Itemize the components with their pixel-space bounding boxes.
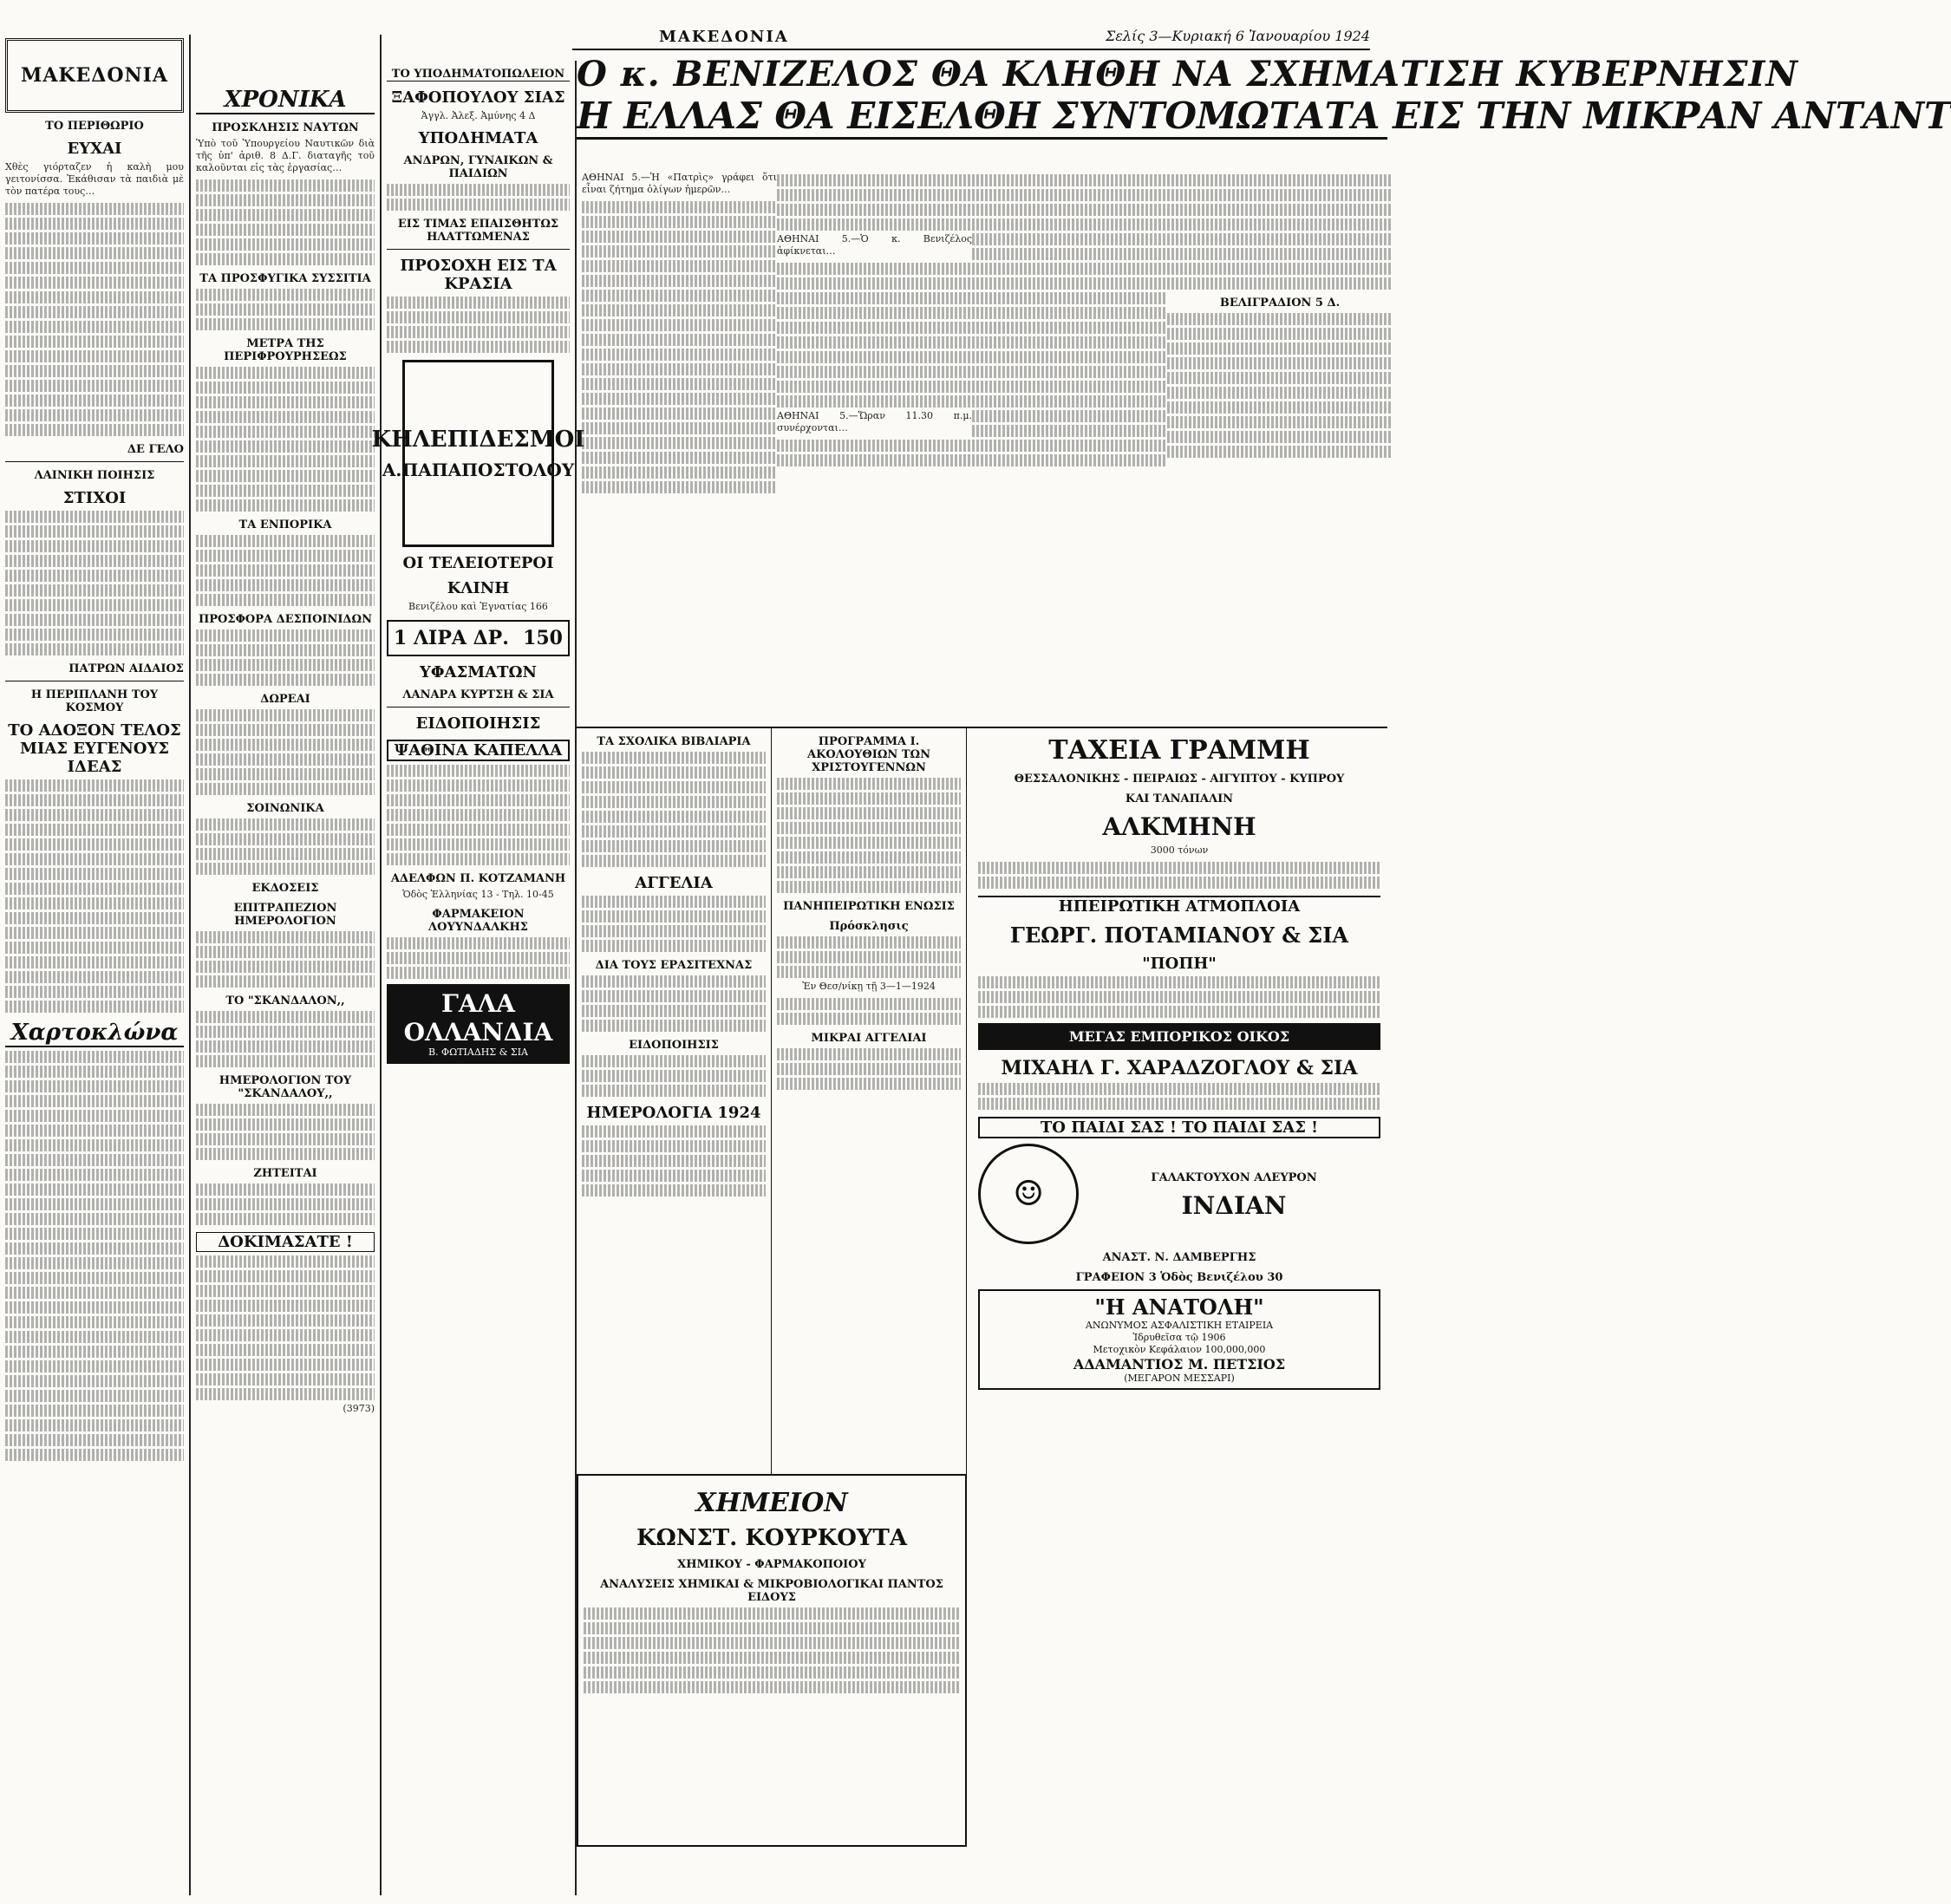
brothers-address: Ὁδὸς Ἑλληνίας 13 - Τηλ. 10-45: [402, 889, 554, 900]
chronicle-heading: ΤΑ ΕΝΠΟΡΙΚΑ: [238, 518, 332, 531]
ship-name: ΑΛΚΜΗΝΗ: [1102, 812, 1256, 841]
chronicle-heading: ΔΩΡΕΑΙ: [260, 693, 310, 706]
bed-address: Βενιζέλου καὶ Ἐγνατίας 166: [408, 601, 548, 612]
belgrade-dateline: ΒΕΛΙΓΡΑΔΙΟΝ 5 Δ.: [1219, 297, 1341, 310]
lira-label: 1 ΛΙΡΑ ΔΡ.: [394, 627, 509, 649]
chronicle-heading: ΣΟΙΝΩΝΙΚΑ: [246, 802, 324, 815]
athens-report-2: ΑΘΗΝΑΙ 5.—Ὁ κ. Βενιζέλος ἀφίκνεται…: [777, 233, 972, 257]
chronicle-heading: ΗΜΕΡΟΛΟΓΙΟΝ ΤΟΥ "ΣΚΑΝΔΑΛΟΥ,,: [219, 1074, 352, 1100]
bandage-poster: [371, 360, 585, 547]
poster-title: ΚΗΛΕΠΙΔΕΣΜΟΙ: [371, 427, 585, 453]
world-heading: Η ΠΕΡΙΠΛΑΝΗ ΤΟΥ ΚΟΣΜΟΥ: [30, 688, 159, 714]
chemist-analysis: ΑΝΑΛΥΣΕΙΣ ΧΗΜΙΚΑΙ & ΜΙΚΡΟΒΙΟΛΟΓΙΚΑΙ ΠΑΝΤΟΣ ΕΙΔΟΥΣ: [600, 1578, 943, 1604]
column-periphery: [0, 35, 191, 1895]
headline-secondary: Η ΕΛΛΑΣ ΘΑ ΕΙΣΕΛΘΗ ΣΥΝΤΟΜΩΤΑΤΑ ΕΙΣ ΤΗΝ ΜΙΚΡΑΝ ΑΝΤΑΝΤ: [577, 95, 1387, 140]
indian-head-icon: ☺: [978, 1144, 1079, 1244]
lira-price-box: [387, 620, 570, 656]
chronicle-heading: ΕΚΔΟΣΕΙΣ: [251, 882, 319, 895]
shoe-shop-heading: ΤΟ ΥΠΟΔΗΜΑΤΟΠΩΛΕΙΟΝ: [387, 68, 570, 82]
company-name: ΓΕΩΡΓ. ΠΟΤΑΜΙΑΝΟΥ & ΣΙΑ: [1009, 923, 1349, 948]
chronicle-heading: ΔΟΚΙΜΑΣΑΤΕ !: [196, 1232, 375, 1252]
lira-value: 150: [523, 627, 563, 649]
lower-section: [577, 727, 1387, 1873]
newspaper-logo: ΜΑΚΕΔΟΝΙΑ: [5, 38, 184, 113]
main-news: [577, 50, 1951, 1604]
signature: ΔΕ ΓΕΛΟ: [127, 443, 184, 456]
section-title: ΤΟ ΠΕΡΙΘΩΡΙΟ: [45, 120, 144, 133]
chronicles-title: ΧΡΟΝΙΚΑ: [196, 87, 375, 114]
chemist-role: ΧΗΜΙΚΟΥ - ΦΑΡΜΑΚΟΠΟΙΟΥ: [677, 1558, 866, 1571]
program-title: ΠΡΟΓΡΑΜΜΑ Ι. ΑΚΟΛΟΥΘΙΩΝ ΤΩΝ ΧΡΙΣΤΟΥΓΕΝΝΩΝ: [807, 735, 930, 774]
agent-name: ΑΝΑΣΤ. Ν. ΔΑΜΒΕΡΓΗΣ: [1102, 1251, 1256, 1264]
bed-title: ΚΛΙΝΗ: [447, 579, 510, 597]
article-text: Χθὲς γιόρταζεν ἡ καλὴ μου γειτονίσσα. Ἐκάθισαν τὰ παιδιὰ μὲ τὸν πατέρα τους…: [5, 161, 184, 197]
chronicle-heading: ΤΟ "ΣΚΑΝΔΑΛΟΝ,,: [225, 994, 345, 1007]
store-title: ΜΕΓΑΣ ΕΜΠΟΡΙΚΟΣ ΟΙΚΟΣ: [1068, 1028, 1290, 1045]
store-ad: [978, 1023, 1380, 1050]
chronicle-heading: ΠΡΟΣΚΛΗΣΙΣ ΝΑΥΤΩΝ: [212, 121, 359, 134]
indian-brand: ΙΝΔΙΑΝ: [1181, 1191, 1287, 1220]
line-title: ΤΑΧΕΙΑ ΓΡΑΜΜΗ: [1048, 735, 1310, 766]
masthead: [572, 26, 1370, 50]
school-books: ΤΑ ΣΧΟΛΙΚΑ ΒΙΒΛΙΑΡΙΑ: [597, 735, 751, 748]
chronicle-heading: ΖΗΤΕΙΤΑΙ: [253, 1167, 317, 1180]
chronicle-heading: ΠΡΟΣΦΟΡΑ ΔΕΣΠΟΙΝΙΔΩΝ: [199, 613, 372, 626]
athens-report: ΑΘΗΝΑΙ 5.—Ἡ «Πατρὶς» γράφει ὅτι εἶναι ζήτημα ὀλίγων ἡμερῶν…: [582, 172, 777, 195]
chemist-title: ΧΗΜΕΙΟΝ: [695, 1488, 848, 1518]
indian-ad: [978, 1144, 1380, 1244]
column-chronicles: [191, 35, 382, 1895]
athens-report-3: ΑΘΗΝΑΙ 5.—Ὥραν 11.30 π.μ. συνέρχονται…: [777, 410, 972, 434]
column-ads: [371, 61, 585, 1895]
milk-seller: Β. ΦΩΤΙΑΔΗΣ & ΣΙΑ: [427, 1047, 528, 1058]
store-owner: ΜΙΧΑΗΛ Γ. ΧΑΡΑΔΖΟΓΛΟΥ & ΣΙΑ: [1001, 1057, 1358, 1079]
poster-maker: Α.ΠΑΠΑΠΟΣΤΟΛΟΥ: [382, 460, 575, 480]
brothers-name: ΑΔΕΛΦΩΝ Π. ΚΟΤΖΑΜΑΝΗ: [390, 872, 566, 885]
ad-code: (3973): [343, 1403, 375, 1414]
world-article-title: ΤΟ ΑΔΟΞΟΝ ΤΕΛΟΣ ΜΙΑΣ ΕΥΓΕΝΟΥΣ ΙΔΕΑΣ: [8, 721, 181, 776]
best-title: ΟΙ ΤΕΛΕΙΟΤΕΡΟΙ: [402, 554, 554, 572]
fabrics-title: ΥΦΑΣΜΑΤΩΝ: [420, 663, 537, 681]
lower-column-2: [772, 728, 967, 1474]
poem-author: ΠΑΤΡΩΝ ΑΙΔΑΙΟΣ: [69, 662, 184, 675]
anatoli-director: ΑΔΑΜΑΝΤΙΟΣ Μ. ΠΕΤΣΙΟΣ: [1073, 1356, 1286, 1373]
lower-right-ads: [971, 728, 1387, 1847]
anatoli-building: (ΜΕΓΑΡΟΝ ΜΕΣΣΑΡΙ): [1124, 1373, 1235, 1384]
milk-ad: [387, 984, 570, 1064]
lower-column-1: [577, 728, 772, 1474]
notices-title: ΕΙΔΟΠΟΙΗΣΙΣ: [415, 714, 541, 733]
shoe-shop-address: Ἀγγλ. Ἀλεξ. Ἀμύνης 4 Δ: [421, 110, 536, 121]
shoes-prices: ΕΙΣ ΤΙΜΑΣ ΕΠΑΙΣΘΗΤΩΣ ΗΛΑΤΤΩΜΕΝΑΣ: [397, 218, 559, 244]
milk-title: ΓΑΛΑ ΟΛΛΑΝΔΙΑ: [403, 989, 553, 1047]
milk-flour: ΓΑΛΑΚΤΟΥΧΟΝ ΑΛΕΥΡΟΝ: [1151, 1171, 1317, 1184]
shoe-shop-name: ΞΑΦΟΠΟΥΛΟΥ ΣΙΑΣ: [391, 88, 565, 107]
notices-heading: ΕΙΔΟΠΟΙΗΣΙΣ: [629, 1039, 719, 1052]
invitation-title: Πρόσκλησις: [829, 920, 909, 933]
chemist-name: ΚΩΝΣΤ. ΚΟΥΡΚΟΥΤΑ: [636, 1525, 908, 1551]
anatoli-ad: [978, 1289, 1380, 1390]
hat-title: ΨΑΘΙΝΑ ΚΑΠΕΛΛΑ: [387, 740, 570, 761]
anatoli-sub: ΑΝΩΝΥΜΟΣ ΑΣΦΑΛΙΣΤΙΚΗ ΕΤΑΙΡΕΙΑ: [1085, 1320, 1274, 1331]
amateurs-title: ΔΙΑ ΤΟΥΣ ΕΡΑΣΙΤΕΧΝΑΣ: [595, 959, 753, 972]
chemist-ad: [577, 1474, 967, 1847]
ads-title: ΑΓΓΕΛΙΑ: [635, 874, 713, 892]
fabrics-shop: ΛΑΝΑΡΑ ΚΥΡΤΣΗ & ΣΙΑ: [402, 688, 554, 701]
shoes-subtitle: ΑΝΔΡΩΝ, ΓΥΝΑΙΚΩΝ & ΠΑΙΔΙΩΝ: [403, 154, 553, 180]
child-title: ΤΟ ΠΑΙΔΙ ΣΑΣ ! ΤΟ ΠΑΙΔΙ ΣΑΣ !: [978, 1117, 1380, 1138]
epirus-line: ΗΠΕΙΡΩΤΙΚΗ ΑΤΜΟΠΛΟΙΑ: [978, 896, 1380, 916]
paper-name: ΜΑΚΕΔΟΝΙΑ: [659, 28, 789, 46]
date-signature: Ἐν Θεσ/νίκῃ τῇ 3—1—1924: [802, 981, 936, 992]
article-title: ΕΥΧΑΙ: [67, 140, 122, 158]
wine-attention: ΠΡΟΣΟΧΗ ΕΙΣ ΤΑ ΚΡΑΣΙΑ: [400, 257, 557, 293]
chronicle-text: Ὑπὸ τοῦ Ὑπουργείου Ναυτικῶν διὰ τῆς ὑπ' ἀριθ. 8 Δ.Γ. διαταγῆς τοῦ καλοῦνται εἰς τὰς ἐργασίας…: [196, 138, 375, 173]
issue-date: Σελίς 3—Κυριακή 6 Ἰανουαρίου 1924: [1105, 28, 1370, 44]
poetry-heading: ΛΑΙΝΙΚΗ ΠΟΙΗΣΙΣ: [34, 469, 155, 482]
panepirotic-title: ΠΑΝΗΠΕΙΡΩΤΙΚΗ ΕΝΩΣΙΣ: [783, 900, 955, 913]
line-route: ΘΕΣΣΑΛΟΝΙΚΗΣ - ΠΕΙΡΑΙΩΣ - ΑΙΓΥΠΤΟΥ - ΚΥΠΡΟΥ: [1014, 773, 1345, 786]
small-ads-title: ΜΙΚΡΑΙ ΑΓΓΕΛΙΑΙ: [811, 1032, 927, 1045]
chronicle-heading: ΜΕΤΡΑ ΤΗΣ ΠΕΡΙΦΡΟΥΡΗΣΕΩΣ: [224, 337, 347, 363]
ship-size: 3000 τόνων: [1150, 844, 1209, 856]
poetry-title: ΣΤΙΧΟΙ: [62, 489, 127, 507]
chronicle-heading: ΕΠΙΤΡΑΠΕΖΙΟΝ ΗΜΕΡΟΛΟΓΙΟΝ: [233, 902, 337, 928]
ship2-name: "ΠΟΠΗ": [1142, 955, 1217, 973]
calendar-title: ΗΜΕΡΟΛΟΓΙΑ 1924: [586, 1104, 761, 1122]
pharmacy-name: ΦΑΡΜΑΚΕΙΟΝ ΛΟΥΥΝΔΑΛΚΗΣ: [428, 908, 528, 934]
anatoli-founded: Ἱδρυθεῖσα τῷ 1906: [1132, 1332, 1226, 1343]
agent-office: ΓΡΑΦΕΙΟΝ 3 Ὁδὸς Βενιζέλου 30: [1075, 1271, 1283, 1284]
anatoli-capital: Μετοχικὸν Κεφάλαιον 100,000,000: [1093, 1344, 1266, 1355]
line-back: ΚΑΙ ΤΑΝΑΠΑΛΙΝ: [1125, 792, 1234, 805]
humor-title: Χαρτοκλώνα: [5, 1020, 184, 1047]
headline-primary: Ο κ. ΒΕΝΙΖΕΛΟΣ ΘΑ ΚΛΗΘΗ ΝΑ ΣΧΗΜΑΤΙΣΗ ΚΥΒΕΡΝΗΣΙΝ: [577, 54, 1798, 95]
shoes-title: ΥΠΟΔΗΜΑΤΑ: [418, 129, 538, 147]
anatoli-title: "Η ΑΝΑΤΟΛΗ": [1094, 1294, 1264, 1320]
chronicle-heading: ΤΑ ΠΡΟΣΦΥΓΙΚΑ ΣΥΣΣΙΤΙΑ: [199, 272, 371, 285]
